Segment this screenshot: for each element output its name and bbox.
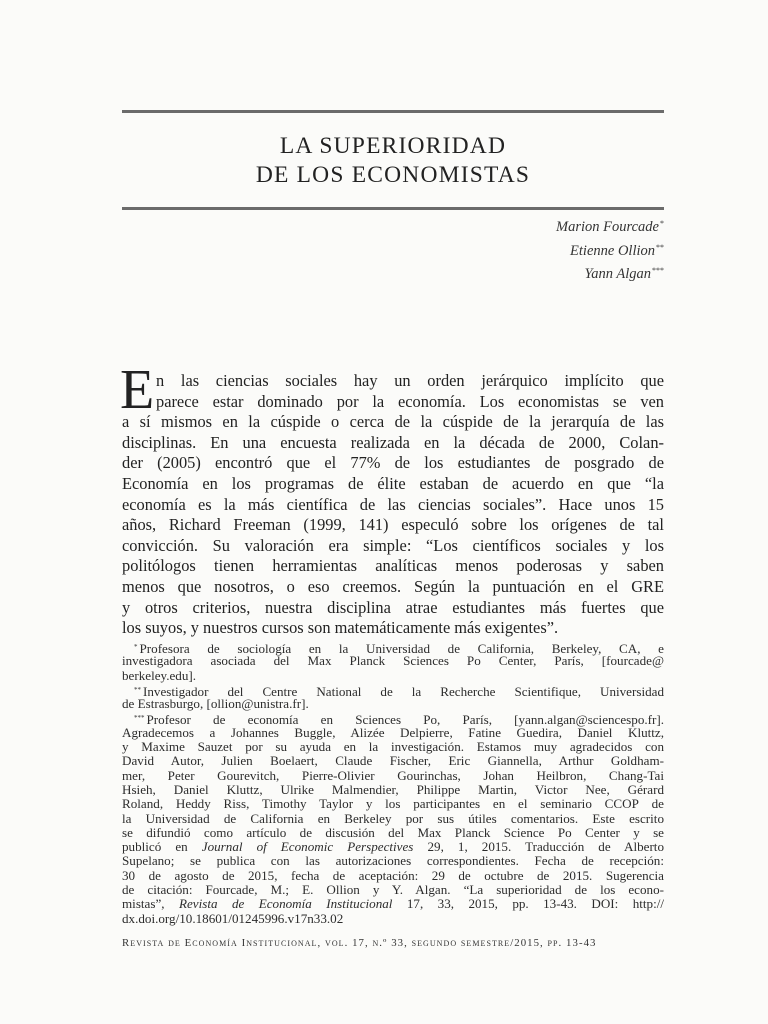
- author-name: Marion Fourcade: [556, 219, 659, 235]
- title-top-rule: [122, 110, 664, 113]
- footnote-mark: *: [660, 219, 664, 228]
- footnote-text: 17, 33, 2015, pp. 13-43. DOI: http://: [392, 896, 664, 912]
- article-body: [120, 359, 664, 639]
- body-line: los suyos, y nuestros cursos son matemáticamente más exigentes”.: [122, 618, 559, 638]
- footnotes: [122, 640, 664, 926]
- body-line: y otros criterios, nuestra disciplina atrae estudiantes más fuertes que: [122, 597, 664, 617]
- footnote-line: David Autor, Julien Boelaert, Claude Fischer, Eric Giannella, Arthur Goldham-: [122, 753, 664, 769]
- footnote-line: y Maxime Sauzet por su ayuda en la investigación. Estamos muy agradecidos con: [122, 739, 664, 755]
- footnote-line: [122, 640, 664, 654]
- footnote-line: berkeley.edu].: [122, 667, 197, 683]
- ccop-abbr: CCOP: [604, 796, 639, 812]
- author-name: Etienne Ollion: [570, 242, 655, 259]
- running-footer: Revista de Economía Institucional, vol. 17, n.º 33, segundo semestre/2015, pp. 13-43: [122, 937, 597, 949]
- body-line: economía es la más científica de las ciencias sociales”. Hace unos 15: [122, 494, 664, 514]
- body-text: menos que nosotros, o eso creemos. Según la puntuación en el: [122, 576, 632, 596]
- footnote-mark: **: [134, 685, 141, 694]
- drop-cap: E: [120, 359, 155, 421]
- footnote-text: Profesora de sociología en la Universidad de California, Berkeley, CA, e: [139, 641, 664, 656]
- footnote-line: 30 de agosto de 2015, fecha de aceptación: 29 de octubre de 2015. Sugerencia: [122, 867, 664, 883]
- footnote-line: Agradecemos a Johannes Buggle, Alizée Delpierre, Fatine Guedira, Daniel Kluttz,: [122, 724, 664, 740]
- journal-name: Revista de Economía Institucional: [178, 896, 393, 912]
- footnote-line: [122, 683, 664, 697]
- footnote-line: la Universidad de California en Berkeley por sus útiles comentarios. Este escrito: [122, 810, 664, 826]
- body-line: parece estar dominado por la economía. Los economistas se ven: [156, 391, 664, 411]
- footnote-line: Supelano; se publica con las autorizaciones correspondientes. Fecha de recepción:: [122, 853, 664, 869]
- footnote-mark: *: [134, 643, 138, 651]
- body-line: n las ciencias sociales hay un orden jerárquico implícito que: [156, 371, 664, 390]
- author-2: [556, 238, 664, 262]
- article-title: [122, 132, 664, 190]
- body-line: politólogos tienen herramientas analíticas menos poderosas y saben: [122, 556, 664, 576]
- footnote-line: de citación: Fourcade, M.; E. Ollion y Y. Algan. “La superioridad de los econo-: [122, 882, 664, 898]
- footnote-text: Profesor de economía en Sciences Po, París, [yann.algan@sciencespo.fr].: [146, 712, 664, 728]
- footnote-line: investigadora asociada del Max Planck Sciences Po Center, París, [fourcade@: [122, 653, 664, 669]
- footnote-line: Hsieh, Daniel Kluttz, Ulrike Malmendier, Philippe Martin, Victor Nee, Gérard: [122, 781, 664, 797]
- body-line: der (2005) encontró que el 77% de los estudiantes de posgrado de: [122, 453, 664, 473]
- footnote-line: [122, 897, 664, 911]
- footnote-line: [122, 797, 664, 811]
- footnote-line: se difundió como artículo de discusión del Max Planck Science Po Center y se: [122, 824, 664, 840]
- body-line: años, Richard Freeman (1999, 141) especuló sobre los orígenes de tal: [122, 515, 664, 535]
- footnote-line: de Estrasburgo, [ollion@unistra.fr].: [122, 696, 309, 712]
- footnote-mark: ***: [134, 714, 145, 723]
- body-line: [122, 577, 664, 598]
- footnote-text: publicó en: [122, 839, 202, 855]
- doi-link[interactable]: dx.doi.org/10.18601/01245996.v17n33.02: [122, 910, 344, 926]
- author-1: [556, 214, 664, 238]
- footnote-text: 29, 1, 2015. Traducción de Alberto: [413, 839, 664, 855]
- author-name: Yann Algan: [584, 266, 651, 282]
- footnote-line: [122, 840, 664, 854]
- footnote-mark: **: [656, 242, 664, 252]
- author-list: [556, 214, 664, 285]
- footnote-mark: ***: [652, 266, 664, 275]
- journal-name: Journal of Economic Perspectives: [201, 839, 414, 855]
- footnote-text: Roland, Heddy Riss, Timothy Taylor y los participantes en el seminario: [122, 796, 605, 812]
- body-line: disciplinas. En una encuesta realizada en la década de 2000, Colan-: [122, 432, 664, 452]
- footnote-text: mistas”,: [122, 896, 179, 912]
- title-line-2: DE LOS ECONOMISTAS: [255, 162, 531, 188]
- author-3: [556, 261, 664, 285]
- body-line: Economía en los programas de élite estaban de acuerdo en que “la: [122, 473, 664, 493]
- body-line: a sí mismos en la cúspide o cerca de la cúspide de la jerarquía de las: [122, 412, 664, 432]
- body-line: convicción. Su valoración era simple: “Los científicos sociales y los: [122, 535, 664, 555]
- gre-abbr: GRE: [631, 576, 664, 596]
- title-line-1: LA SUPERIORIDAD: [279, 133, 507, 159]
- footnote-text: Investigador del Centre National de la Recherche Scientifique, Universidad: [143, 683, 664, 699]
- footnote-line: mer, Peter Gourevitch, Pierre-Olivier Gourinchas, Johan Heilbron, Chang-Tai: [122, 767, 664, 783]
- title-bottom-rule: [122, 207, 664, 210]
- footnote-text: de: [638, 796, 664, 812]
- footnote-line: [122, 711, 664, 728]
